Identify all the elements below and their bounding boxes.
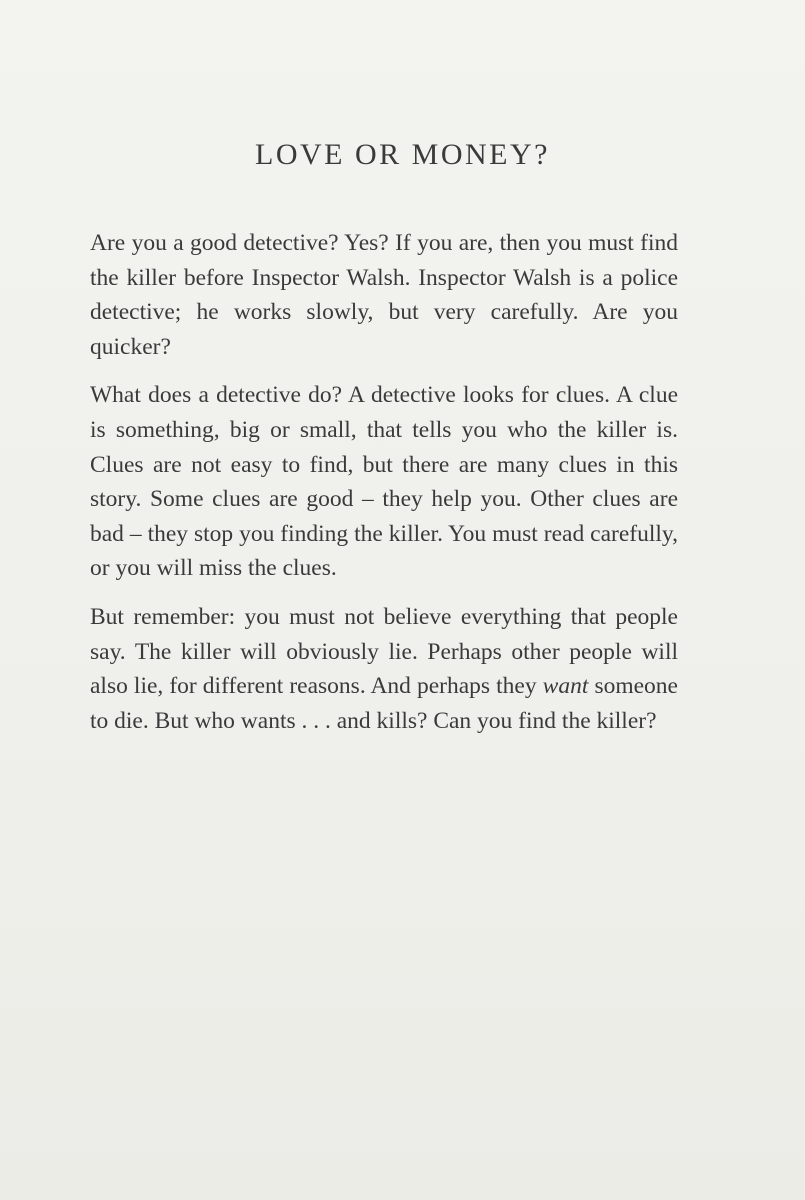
paragraph-3-text-before: But remember: you must not believe everything that people say. The killer will obviously lie. Perhaps other people will also lie, for different reasons. And perhaps they [90, 603, 678, 700]
page-title: LOVE OR MONEY? [255, 138, 550, 171]
paragraph-3 [90, 600, 678, 738]
paragraph-2: What does a detective do? A detective looks for clues. A clue is something, big or small, that tells you who the killer is. Clues are not easy to find, but there are many clues in this story. Some clues are good – they help you. Other clues are bad – they stop you finding the killer. You must read carefully, or you will miss the clues. [90, 382, 678, 582]
body-text [90, 226, 678, 752]
paragraph-1: Are you a good detective? Yes? If you are, then you must find the killer before Inspector Walsh. Inspector Walsh is a police detective; he works slowly, but very carefully. Are you quicker? [90, 230, 678, 360]
paragraph-3-text-after: someone to die. But who wants . . . and kills? Can you find the killer? [90, 673, 678, 734]
paragraph-3-emphasis: want [542, 673, 589, 700]
